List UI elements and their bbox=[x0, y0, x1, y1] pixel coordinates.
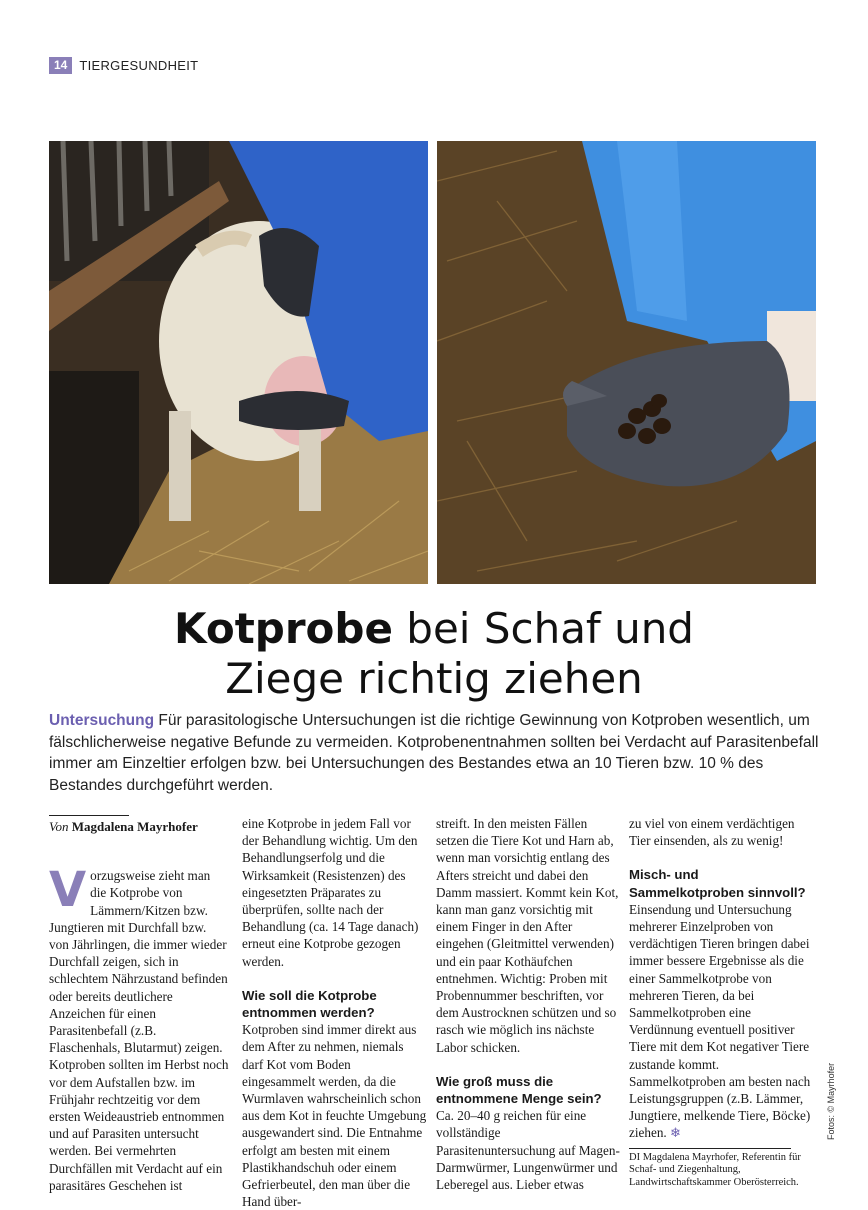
byline bbox=[49, 818, 229, 835]
photo-credit: Fotos: © Mayrhofer bbox=[826, 1062, 836, 1140]
lead-text: Für parasitologische Untersuchungen ist die richtige Gewinnung von Kotproben wesentlich, um fälschlicherweise negative Befunde zu vermeiden. Kotprobenentnahmen sollten bei Verdacht auf Parasitenbefall immer am Einzeltier erfolgen bzw. bei Untersuchungen des Bestandes etwa an 10 Tieren bzw. 10 % des Bestandes durchgeführt werden. bbox=[49, 712, 819, 794]
col3-subheading: Wie groß muss die entnommene Menge sein? bbox=[436, 1073, 602, 1107]
byline-rule bbox=[49, 815, 129, 816]
page-header bbox=[49, 56, 198, 74]
end-mark-icon: ❄ bbox=[666, 1125, 682, 1141]
title-bold: Kotprobe bbox=[174, 604, 393, 653]
col2-paragraph-1: eine Kotprobe in jedem Fall vor der Behandlung wichtig. Um den Behandlungserfolg und die Wirksamkeit (Resistenzen) des eingesetzten Präparates zu überprüfen, sollte nach der Behandlung (ca. 14 Tage danach) erneut eine Kotprobe gezogen werden. bbox=[242, 816, 419, 969]
lead-keyword: Untersuchung bbox=[49, 712, 155, 729]
column-4 bbox=[629, 815, 817, 1189]
lead-paragraph bbox=[49, 710, 819, 796]
article-title bbox=[0, 604, 868, 704]
page-number: 14 bbox=[49, 57, 72, 74]
author-rule bbox=[629, 1148, 791, 1149]
column-2 bbox=[242, 815, 427, 1210]
col4-text: Einsendung und Untersuchung mehrerer Einzelproben von verdächtigen Tieren bringen dabei immer bessere Ergebnisse als die einer Sammelkotprobe von mehreren Tieren, da bei Sammelkotproben eine Verdünnung eventuell positiver Tiere mit dem Kot negativer Tiere zustande kommt. Sammelkotproben am besten nach Leistungsgruppen (z.B. Lämmer, Jungtiere, melkende Tiere, Böcke) ziehen. bbox=[629, 901, 811, 1141]
photo-sheep-sampling bbox=[49, 141, 428, 584]
byline-von: Von bbox=[49, 819, 69, 834]
col4-subheading: Misch- und Sammelkotproben sinnvoll? bbox=[629, 867, 806, 900]
photo-kot-in-glove bbox=[437, 141, 816, 584]
author-info: DI Magdalena Mayrhofer, Referentin für Schaf- und Ziegenhaltung, Landwirtschaftskammer Oberösterreich. bbox=[629, 1151, 801, 1188]
col1-text: orzugsweise zieht man die Kotprobe von Lämmern/Kitzen bzw. Jungtieren mit Durchfall bzw. von Jährlingen, die immer wieder Durchfall zeigen, sich in schlechtem Nährzustand befinden oder bereits deutlichere Anzeichen für einen Parasitenbefall (z.B. Flaschenhals, Blutarmut) zeigen. Kotproben sollten im Herbst noch vor dem Aufstallen bzw. im Frühjahr rechtzeitig vor dem ersten Weideaustrieb entnommen und auf Parasiten untersucht werden. Bei vermehrten Durchfällen mit Verdacht auf ein parasitäres Geschehen ist bbox=[49, 868, 229, 1193]
col3-text: Ca. 20–40 g reichen für eine vollständige Parasitenuntersuchung auf Magen-Darmwürmer, Lungenwürmer und Leberegel aus. Lieber etwas bbox=[436, 1108, 620, 1193]
byline-author: Magdalena Mayrhofer bbox=[71, 819, 198, 834]
col3-paragraph-1: streift. In den meisten Fällen setzen die Tiere Kot und Harn ab, wenn man vorsichtig entlang des Afters streicht und dabei den Damm massiert. Kommt kein Kot, kann man ganz vorsichtig mit einem Finger in den After eingehen (Gleitmittel verwenden) und ein paar Kothäufchen entnehmen. Wichtig: Proben mit Probennummer beschriften, vor dem Austrocknen schützen und so rasch wie möglich ins nächste Labor schicken. bbox=[436, 816, 619, 1055]
column-3 bbox=[436, 815, 621, 1193]
dropcap: V bbox=[49, 862, 87, 919]
col1-paragraph bbox=[49, 862, 229, 1194]
col2-text: Kotproben sind immer direkt aus dem After zu nehmen, niemals darf Kot vom Boden eingesammelt werden, da die Wurmlaven wahrscheinlich schon aus dem Kot in feuchte Umgebung ausgewandert sind. Die Entnahme erfolgt am besten mit einem Plastikhandschuh oder einem Gefrierbeutel, den man über die Hand über- bbox=[242, 1022, 427, 1210]
section-title: TIERGESUNDHEIT bbox=[79, 57, 199, 73]
title-line1-rest: bei Schaf und bbox=[392, 604, 694, 653]
col2-subheading: Wie soll die Kotprobe entnommen werden? bbox=[242, 987, 377, 1021]
title-line2: Ziege richtig ziehen bbox=[225, 654, 643, 703]
column-1 bbox=[49, 815, 229, 1194]
col4-paragraph-1: zu viel von einem verdächtigen Tier einsenden, als zu wenig! bbox=[629, 816, 795, 849]
